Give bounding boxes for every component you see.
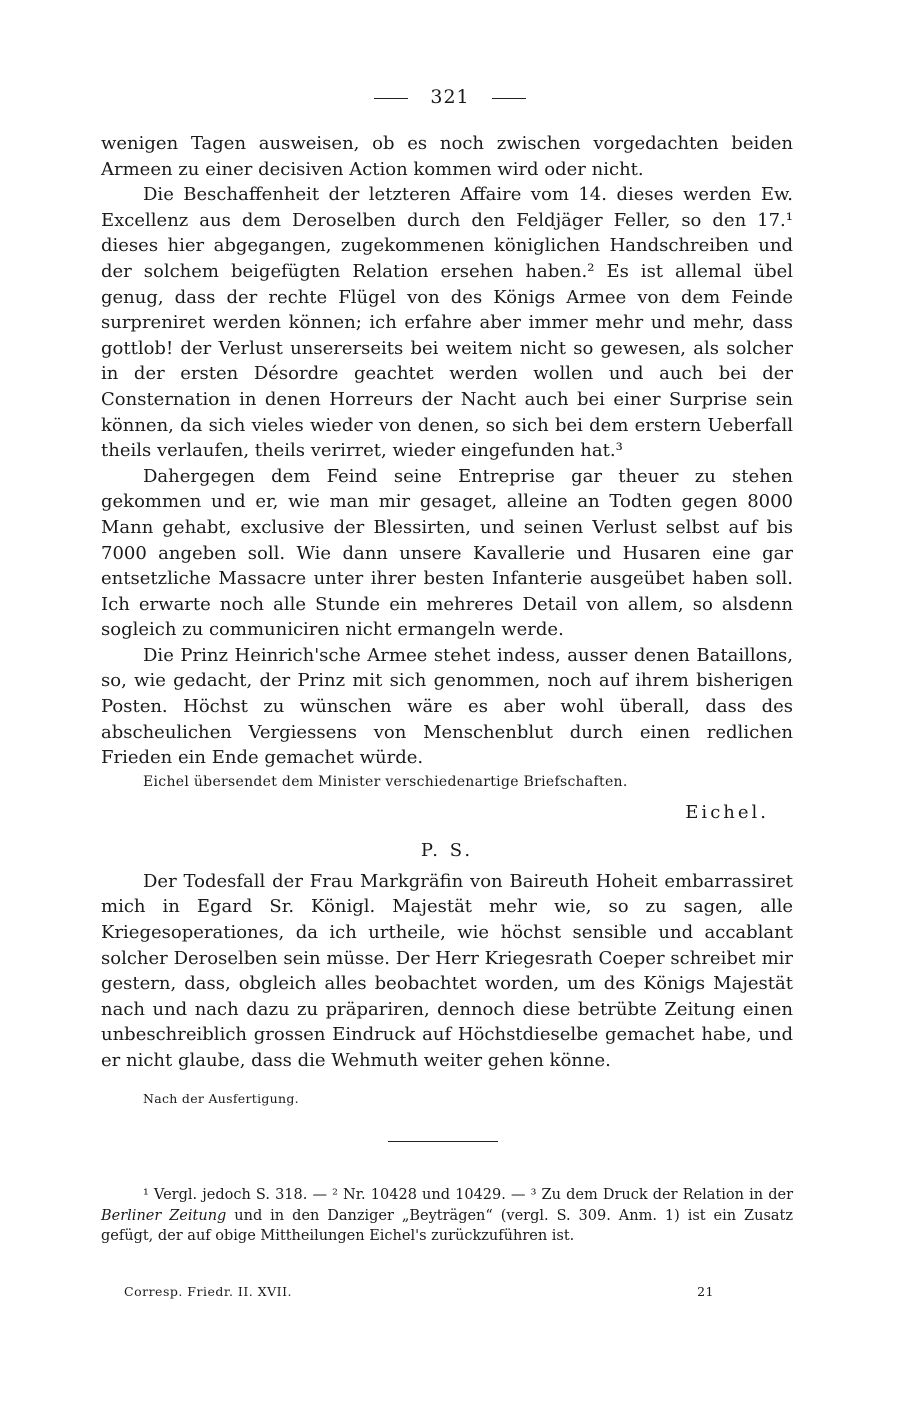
signature: Eichel.: [685, 801, 769, 823]
paragraph-4: Die Prinz Heinrich'sche Armee stehet indess, ausser denen Bataillons, so, wie gedacht, der Prinz mit sich genommen, noch auf ihrem bisherigen Posten. Höchst zu wünschen wäre es aber wohl überall, dass des abscheulichen Vergiessens von Menschenblut durch einen redlichen Frieden ein Ende gemachet würde.: [101, 644, 793, 769]
footnote-text: [101, 1185, 793, 1247]
postscript-title: P. S.: [420, 839, 474, 861]
footer-sheet-number: 21: [697, 1284, 714, 1299]
footnote-italic-1: Berliner Zeitung: [101, 1207, 227, 1224]
page-footer: [124, 1284, 714, 1299]
page-number: 321: [430, 86, 470, 108]
page-header: [0, 86, 900, 108]
footnote-part-1: ¹ Vergl. jedoch S. 318. — ² Nr. 10428 und 10429. — ³ Zu dem Druck der Relation in der: [143, 1187, 793, 1203]
footnotes: [101, 1185, 793, 1247]
footer-signature-mark: Corresp. Friedr. II. XVII.: [124, 1284, 292, 1299]
paragraph-1: wenigen Tagen ausweisen, ob es noch zwischen vorgedachten beiden Armeen zu einer decisiven Action kommen wird oder nicht.: [101, 133, 793, 180]
header-dash-right: [492, 98, 526, 99]
header-dash-left: [374, 98, 408, 99]
footnote-part-2: und in den Danziger „Beyträgen“ (vergl. S. 309. Anm. 1) ist ein Zusatz gefügt, der auf obige Mittheilungen Eichel's zurückzuführen ist.: [101, 1207, 794, 1244]
paragraph-2: Die Beschaffenheit der letzteren Affaire vom 14. dieses werden Ew. Excellenz aus dem Deroselben durch den Feldjäger Feller, so den 17.¹ dieses hier abgegangen, zugekommenen königlichen Handschreiben und der solchem beigefügten Relation ersehen haben.² Es ist allemal übel genug, dass der rechte Flügel von des Königs Armee von dem Feinde surpreniret werden können; ich erfahre aber immer mehr und mehr, dass gottlob! der Verlust unsererseits bei weitem nicht so gewesen, als solcher in der ersten Désordre geachtet werden wollen und auch bei der Consternation in denen Horreurs der Nacht auch bei einer Surprise sein können, da sich vieles wieder von denen, so sich bei dem erstern Ueberfall theils verlaufen, theils verirret, wieder eingefunden hat.³: [101, 184, 793, 462]
postscript-paragraph: Der Todesfall der Frau Markgräfin von Baireuth Hoheit embarrassiret mich in Egard Sr. Königl. Majestät mehr wie, so zu sagen, alle Kriegesoperationes, da ich urtheile, wie höchst sensible und accablant solcher Deroselben sein müsse. Der Herr Kriegesrath Coeper schreibet mir gestern, dass, obgleich alles beobachtet worden, um des Königs Majestät nach und nach dazu zu präpariren, dennoch diese betrübte Zeitung einen unbeschreiblich grossen Eindruck auf Höchstdieselbe gemachet habe, und er nicht glaube, dass die Wehmuth weiter gehen könne.: [101, 870, 793, 1071]
source-note: Nach der Ausfertigung.: [143, 1090, 299, 1106]
letter-body: [101, 131, 793, 1111]
enclosure-note: Eichel übersendet dem Minister verschiedenartige Briefschaften.: [143, 773, 628, 790]
footnote-separator: [388, 1141, 498, 1142]
paragraph-3: Dahergegen dem Feind seine Entreprise gar theuer zu stehen gekommen und er, wie man mir gesaget, alleine an Todten gegen 8000 Mann gehabt, exclusive der Blessirten, und seinen Verlust selbst auf bis 7000 angeben soll. Wie dann unsere Kavallerie und Husaren eine gar entsetzliche Massacre unter ihrer besten Infanterie ausgeübet haben soll. Ich erwarte noch alle Stunde ein mehreres Detail von allem, so alsdenn sogleich zu communiciren nicht ermangeln werde.: [101, 465, 793, 641]
